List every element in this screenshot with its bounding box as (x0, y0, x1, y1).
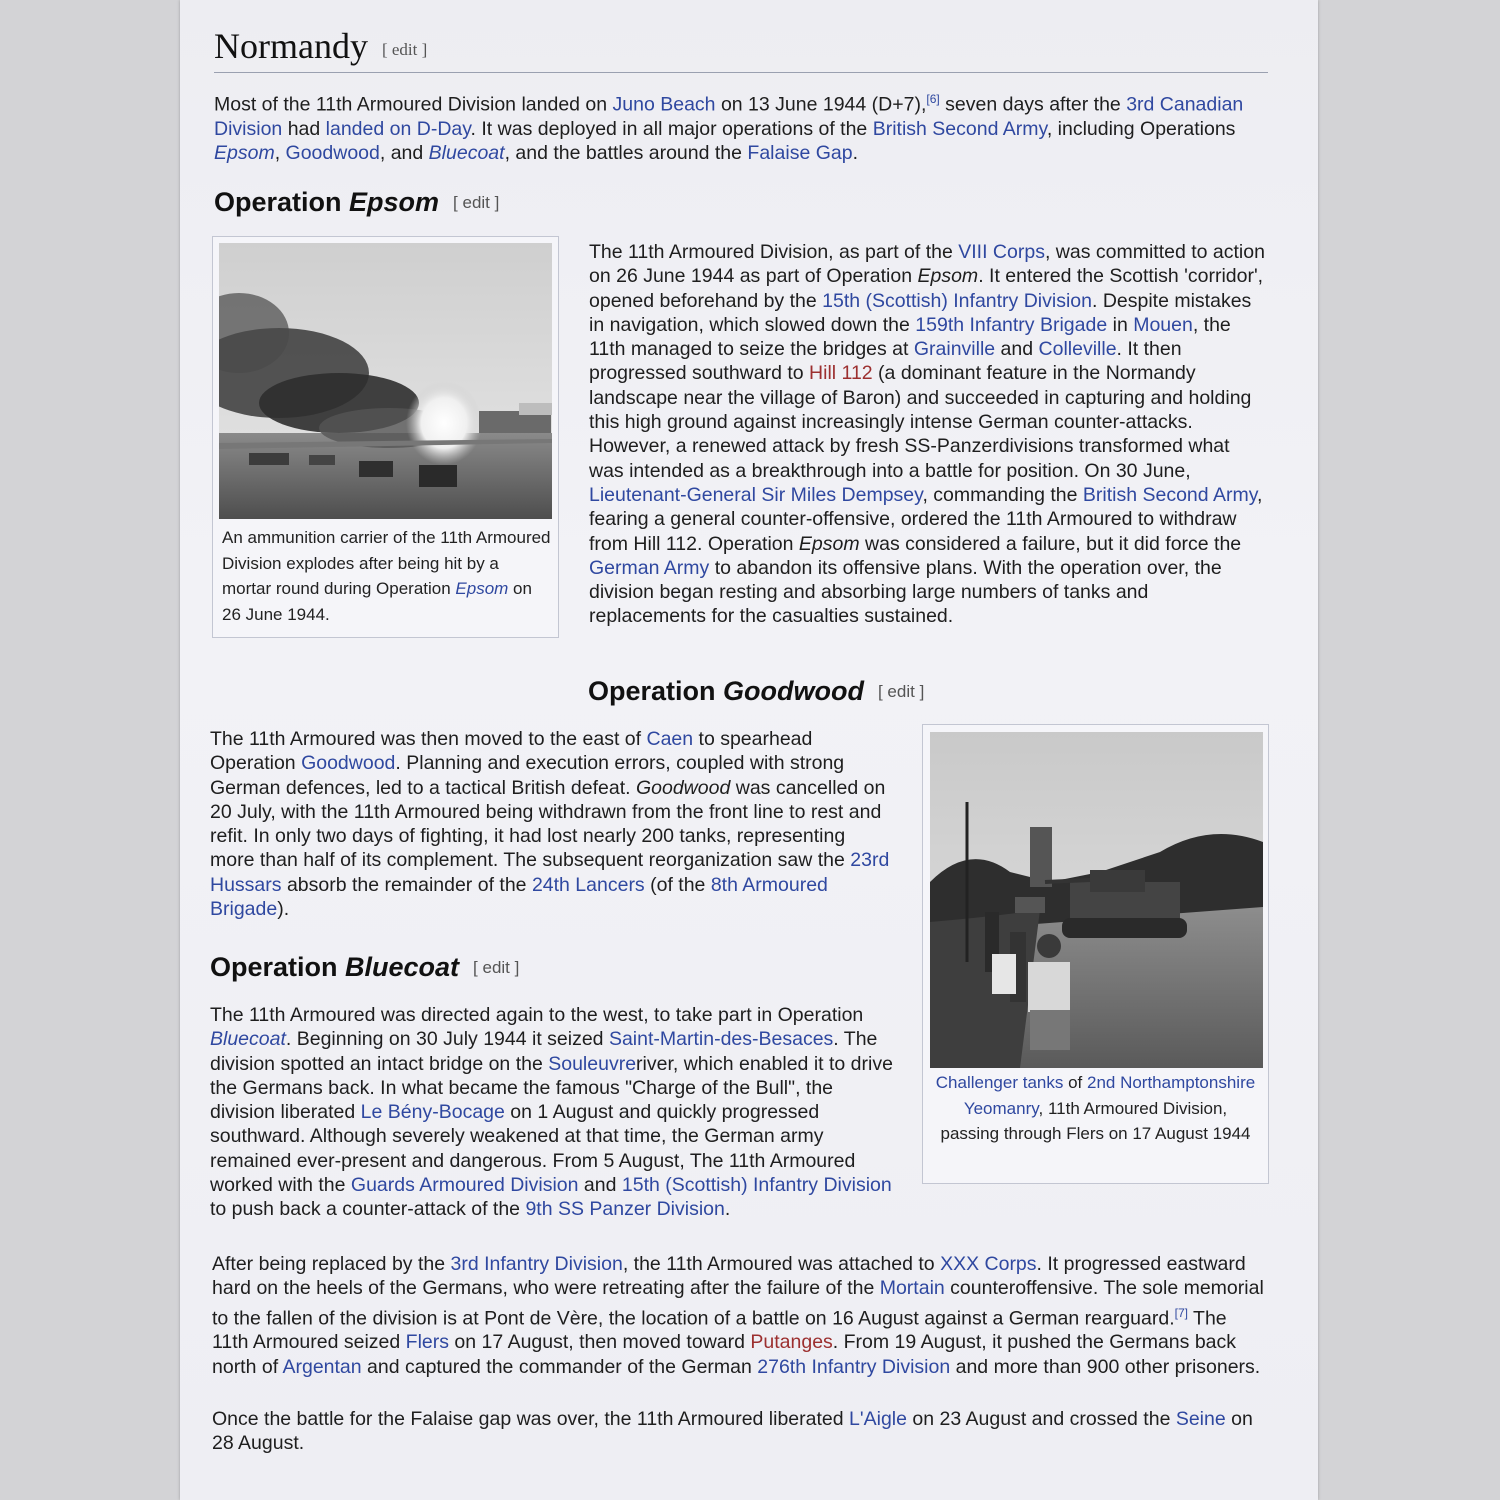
link-souleuvre[interactable]: Souleuvre (548, 1052, 637, 1075)
link-15th-scottish-infantry-division-2[interactable]: 15th (Scottish) Infantry Division (621, 1174, 892, 1197)
link-3rd-canadian-division[interactable]: 3rd Canadian Division (214, 93, 1244, 140)
link-british-second-army-2[interactable]: British Second Army (1082, 483, 1257, 506)
goodwood-figure-caption: Challenger tanks of 2nd Northamptonshire Yeomanry, 11th Armoured Division, passing through Flers on 17 August 1944 (935, 1073, 1256, 1143)
link-mouen[interactable]: Mouen (1133, 313, 1193, 336)
goodwood-heading: Operation Goodwood [ edit ] (588, 676, 925, 706)
link-epsom-caption[interactable]: Epsom (455, 579, 509, 598)
link-colleville[interactable]: Colleville (1038, 338, 1117, 361)
link-caen[interactable]: Caen (646, 728, 694, 750)
bluecoat-paragraph-1: The 11th Armoured was directed again to the west, to take part in Operation Bluecoat. Beginning on 30 July 1944 it seized Saint-Martin-des-Besaces. The division spotted an intact bridge on the Souleuvreriver, which enabled it to drive the Germans back. In what became the famous "Charge of the Bull", the division liberated Le Bény-Bocage on 1 August and quickly progressed southward. Although severely weakened at that time, the German army remained ever-present and dangerous. From 5 August, The 11th Armoured worked with the Guards Armoured Division and 15th (Scottish) Infantry Division to push back a counter-attack of the 9th SS Panzer Division. (210, 1004, 893, 1221)
link-2nd-northamptonshire-yeomanry[interactable]: 2nd Northamptonshire Yeomanry (963, 1073, 1256, 1118)
link-saint-martin-des-besaces[interactable]: Saint-Martin-des-Besaces (608, 1028, 834, 1051)
link-bluecoat-2[interactable]: Bluecoat (210, 1028, 286, 1051)
link-276th-infantry-division[interactable]: 276th Infantry Division (757, 1355, 951, 1378)
link-flers[interactable]: Flers (405, 1331, 450, 1354)
link-le-beny-bocage[interactable]: Le Bény-Bocage (360, 1101, 505, 1124)
link-xxx-corps[interactable]: XXX Corps (940, 1253, 1037, 1275)
link-challenger-tanks[interactable]: Challenger tanks (935, 1073, 1064, 1092)
epsom-paragraph: The 11th Armoured Division, as part of the VIII Corps, was committed to action on 26 June 1944 as part of Operation Epsom. It entered the Scottish 'corridor', opened beforehand by the 15th (Scottish) Infantry Division. Despite mistakes in navigation, which slowed down the 159th Infantry Brigade in Mouen, the 11th managed to seize the bridges at Grainville and Colleville. It then progressed southward to Hill 112 (a dominant feature in the Normandy landscape near the village of Baron) and succeeded in capturing and holding this high ground against increasingly intense German counter-attacks. However, a renewed attack by fresh SS-Panzerdivisions transformed what was intended as a breakthrough into a battle for position. On 30 June, Lieutenant-General Sir Miles Dempsey, commanding the British Second Army, fearing a general counter-offensive, ordered the 11th Armoured to withdraw from Hill 112. Operation Epsom was considered a failure, but it did force the German Army to abandon its offensive plans. With the operation over, the division began resting and absorbing large numbers of tanks and replacements for the casualties sustained. (589, 241, 1265, 628)
edit-link[interactable]: [ edit ] (877, 682, 925, 701)
epsom-figure (212, 236, 559, 638)
link-3rd-infantry-division[interactable]: 3rd Infantry Division (450, 1253, 623, 1275)
link-hill-112[interactable]: Hill 112 (809, 362, 873, 385)
link-seine[interactable]: Seine (1175, 1408, 1226, 1430)
reference-6[interactable]: [6] (926, 92, 940, 106)
bluecoat-paragraph-2: After being replaced by the 3rd Infantry Division, the 11th Armoured was attached to XXX Corps. It progressed eastward hard on the heels of the Germans, who were retreating after the failure of the Mortain counteroffensive. The sole memorial to the fallen of the division is at Pont de Vère, the location of a battle on 16 August against a German rearguard.[7] The 11th Armoured seized Flers on 17 August, then moved toward Putanges. From 19 August, it pushed the Germans back north of Argentan and captured the commander of the German 276th Infantry Division and more than 900 other prisoners. (212, 1253, 1264, 1378)
link-putanges[interactable]: Putanges (750, 1331, 833, 1354)
bluecoat-paragraph-3: Once the battle for the Falaise gap was over, the 11th Armoured liberated L'Aigle on 23 August and crossed the Seine on 28 August. (212, 1408, 1253, 1455)
tanks-photo[interactable] (930, 732, 1263, 1068)
link-juno-beach[interactable]: Juno Beach (612, 93, 716, 116)
link-guards-armoured-division[interactable]: Guards Armoured Division (350, 1174, 579, 1197)
link-argentan[interactable]: Argentan (282, 1355, 362, 1378)
edit-link[interactable]: [ edit ] (473, 958, 520, 977)
link-8th-armoured-brigade[interactable]: 8th Armoured Brigade (210, 873, 828, 921)
link-mortain[interactable]: Mortain (879, 1277, 945, 1300)
bluecoat-heading: Operation Bluecoat [ edit ] (210, 952, 520, 982)
link-goodwood-2[interactable]: Goodwood (301, 752, 396, 775)
edit-link[interactable]: [ edit ] (381, 40, 428, 59)
link-9th-ss-panzer-division[interactable]: 9th SS Panzer Division (525, 1198, 725, 1221)
link-viii-corps[interactable]: VIII Corps (958, 241, 1045, 263)
goodwood-figure (922, 724, 1269, 1184)
epsom-heading: Operation Epsom [ edit ] (214, 187, 500, 217)
link-159th-infantry-brigade[interactable]: 159th Infantry Brigade (915, 313, 1108, 336)
link-grainville[interactable]: Grainville (913, 338, 996, 361)
explosion-photo[interactable] (219, 243, 552, 519)
link-epsom[interactable]: Epsom (214, 142, 275, 165)
page-title: Normandy [ edit ] (214, 26, 428, 66)
link-laigle[interactable]: L'Aigle (849, 1408, 907, 1430)
reference-7[interactable]: [7] (1174, 1305, 1188, 1320)
link-landed-on-d-day[interactable]: landed on D-Day (325, 117, 471, 140)
link-falaise-gap[interactable]: Falaise Gap (747, 142, 853, 165)
goodwood-paragraph: The 11th Armoured was then moved to the east of Caen to spearhead Operation Goodwood. Planning and execution errors, coupled with strong German defences, led to a tactical British defeat. Goodwood was cancelled on 20 July, with the 11th Armoured being withdrawn from the front line to rest and refit. In only two days of fighting, it had lost nearly 200 tanks, representing more than half of its complement. The subsequent reorganization saw the 23rd Hussars absorb the remainder of the 24th Lancers (of the 8th Armoured Brigade). (210, 728, 890, 921)
edit-link[interactable]: [ edit ] (453, 193, 500, 212)
link-goodwood[interactable]: Goodwood (285, 142, 380, 165)
link-15th-scottish-infantry-division[interactable]: 15th (Scottish) Infantry Division (822, 289, 1092, 312)
link-british-second-army[interactable]: British Second Army (872, 117, 1047, 140)
link-german-army[interactable]: German Army (589, 556, 710, 579)
link-miles-dempsey[interactable]: Lieutenant-General Sir Miles Dempsey (589, 483, 923, 506)
link-23rd-hussars[interactable]: 23rd Hussars (210, 849, 890, 896)
normandy-heading-row (214, 26, 1268, 73)
link-24th-lancers[interactable]: 24th Lancers (531, 873, 645, 896)
normandy-paragraph: Most of the 11th Armoured Division landed on Juno Beach on 13 June 1944 (D+7),[6] seven days after the 3rd Canadian Division had landed on D-Day. It was deployed in all major operations of the British Second Army, including Operations Epsom, Goodwood, and Bluecoat, and the battles around the Falaise Gap. (214, 92, 1244, 165)
epsom-figure-caption: An ammunition carrier of the 11th Armoured Division explodes after being hit by a mortar round during Operation Epsom on 26 June 1944. (222, 528, 551, 624)
link-bluecoat[interactable]: Bluecoat (428, 142, 505, 165)
